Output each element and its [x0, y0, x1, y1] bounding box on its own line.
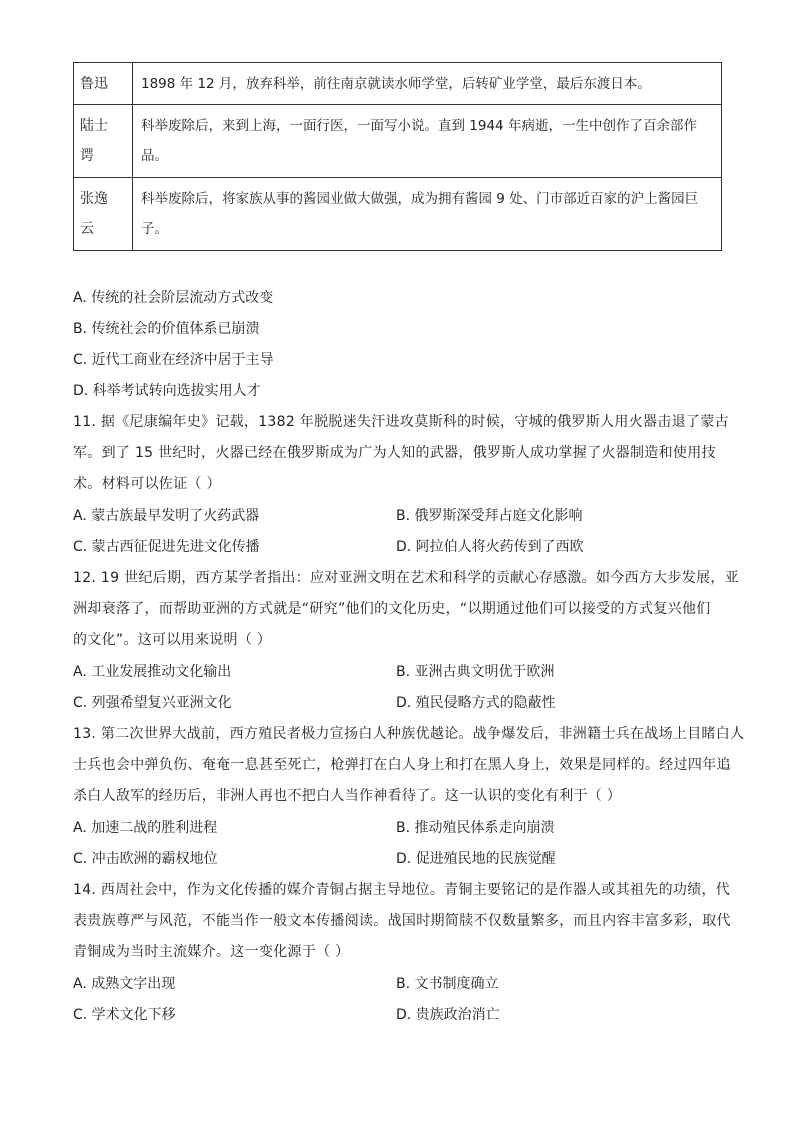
- question-14-stem: 表贵族尊严与风范，不能当作一般文本传播阅读。战国时期简牍不仅数量繁多，而且内容丰富多彩，取代: [73, 913, 731, 929]
- option-d: D. 阿拉伯人将火药传到了西欧: [396, 539, 584, 555]
- question-11-stem: 术。材料可以佐证（ ）: [73, 476, 221, 492]
- table-row: [74, 105, 722, 178]
- figures-table: [73, 62, 722, 251]
- table-row: [74, 178, 722, 251]
- option-a: A. 加速二战的胜利进程: [73, 820, 218, 836]
- question-14-stem: 青铜成为当时主流媒介。这一变化源于（ ）: [73, 944, 350, 960]
- question-13-stem: 杀白人敌军的经历后，非洲人再也不把白人当作神看待了。这一认识的变化有利于（ ）: [73, 788, 622, 804]
- person-name: 陆士 谔: [74, 105, 133, 178]
- option-c: C. 近代工商业在经济中居于主导: [73, 352, 274, 368]
- option-c: C. 蒙古西征促进先进文化传播: [73, 539, 260, 555]
- question-11-stem: 军。到了 15 世纪时，火器已经在俄罗斯成为广为人知的武器，俄罗斯人成功掌握了火器制造和使用技: [73, 445, 716, 461]
- option-a: A. 蒙古族最早发明了火药武器: [73, 508, 260, 524]
- question-11-stem: 11. 据《尼康编年史》记载，1382 年脱脱迷失汗进攻莫斯科的时候，守城的俄罗斯人用火器击退了蒙古: [73, 414, 729, 430]
- person-description: 科举废除后，将家族从事的酱园业做大做强，成为拥有酱园 9 处、门市部近百家的沪上酱园巨 子。: [133, 178, 722, 251]
- table-row: [74, 63, 722, 105]
- person-description: 1898 年 12 月，放弃科举，前往南京就读水师学堂，后转矿业学堂，最后东渡日本。: [133, 63, 722, 105]
- option-c: C. 冲击欧洲的霸权地位: [73, 851, 218, 867]
- option-b: B. 亚洲古典文明优于欧洲: [396, 664, 555, 680]
- question-14-stem: 14. 西周社会中，作为文化传播的媒介青铜占据主导地位。青铜主要铭记的是作器人或其祖先的功绩，代: [73, 882, 731, 898]
- question-13-stem: 13. 第二次世界大战前，西方殖民者极力宣扬白人种族优越论。战争爆发后，非洲籍士兵在战场上目睹白人: [73, 726, 745, 742]
- option-d: D. 贵族政治消亡: [396, 1007, 500, 1023]
- option-b: B. 俄罗斯深受拜占庭文化影响: [396, 508, 583, 524]
- option-d: D. 殖民侵略方式的隐蔽性: [396, 695, 556, 711]
- person-description: 科举废除后，来到上海，一面行医，一面写小说。直到 1944 年病逝，一生中创作了百余部作 品。: [133, 105, 722, 178]
- question-12-stem: 的文化”。这可以用来说明（ ）: [73, 632, 272, 648]
- person-name: 张逸 云: [74, 178, 133, 251]
- option-b: B. 文书制度确立: [396, 976, 499, 992]
- option-d: D. 科举考试转向选拔实用人才: [73, 383, 261, 399]
- option-c: C. 学术文化下移: [73, 1007, 176, 1023]
- option-b: B. 传统社会的价值体系已崩溃: [73, 321, 260, 337]
- option-d: D. 促进殖民地的民族觉醒: [396, 851, 556, 867]
- question-13-stem: 士兵也会中弹负伤、奄奄一息甚至死亡，枪弹打在白人身上和打在黑人身上，效果是同样的。经过四年追: [73, 757, 731, 773]
- option-a: A. 工业发展推动文化输出: [73, 664, 232, 680]
- option-a: A. 成熟文字出现: [73, 976, 176, 992]
- person-name: 鲁迅: [74, 63, 133, 105]
- option-b: B. 推动殖民体系走向崩溃: [396, 820, 555, 836]
- option-c: C. 列强希望复兴亚洲文化: [73, 695, 232, 711]
- option-a: A. 传统的社会阶层流动方式改变: [73, 290, 274, 306]
- question-12-stem: 洲却衰落了，而帮助亚洲的方式就是“研究”他们的文化历史，“以期通过他们可以接受的方式复兴他们: [73, 601, 711, 617]
- question-12-stem: 12. 19 世纪后期，西方某学者指出：应对亚洲文明在艺术和科学的贡献心存感激。如今西方大步发展，亚: [73, 570, 739, 586]
